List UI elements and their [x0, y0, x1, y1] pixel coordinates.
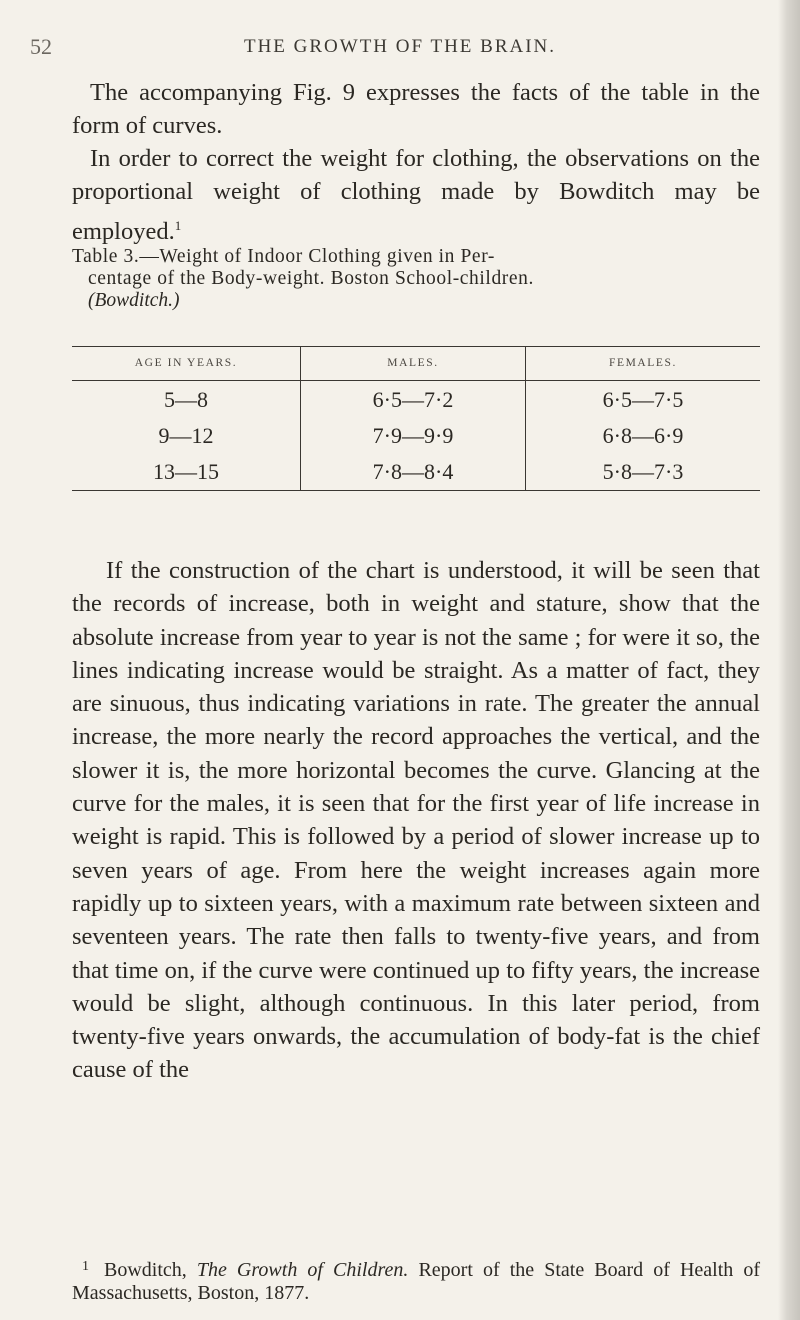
table-caption — [72, 246, 760, 312]
table-row — [72, 418, 760, 454]
footnote-title: The Growth of Children. — [196, 1259, 409, 1281]
cell-age: 5—8 — [164, 387, 208, 412]
cell-age: 13—15 — [72, 454, 301, 491]
footnote-mark: 1 — [82, 1259, 89, 1274]
cell-age: 9—12 — [158, 423, 214, 448]
page-number: 52 — [30, 34, 52, 59]
table-caption-main: Table 3.—Weight of Indoor Clothing given in Per- — [72, 246, 495, 267]
running-head — [30, 34, 770, 64]
paragraph-chart-discussion — [72, 554, 760, 1087]
footnote-rest: Report of the State Board of Health of Massachusetts, Boston, 1877. — [72, 1259, 761, 1304]
cell-females: 5·8—7·3 — [526, 454, 761, 491]
column-header-males: MALES. — [301, 346, 526, 381]
column-header-age: AGE IN YEARS. — [72, 346, 301, 381]
cell-males: 7·9—9·9 — [301, 418, 526, 454]
paragraph-text: If the construction of the chart is understood, it will be seen that the records of increase, both in weight and stature, show that the absolute increase from year to year is not the same ; for were it so, the lines indicating increase would be straight. As a matter of fact, they are sinuous, thus indicating variations in rate. The greater the annual increase, the more nearly the record approaches the vertical, and the slower it is, the more horizontal becomes the curve. Glancing at the curve for the males, it is seen that for the first year of life increase in weight is rapid. This is followed by a period of slower increase up to seven years of age. From here the weight increases again more rapidly up to sixteen years, with a maximum rate between sixteen and seventeen years. The rate then falls to twenty-five years, and from that time on, if the curve were continued up to fifty years, the increase would be slight, although continuous. In this later period, from twenty-five years onwards, the accumulation of body-fat is the chief cause of the — [72, 557, 760, 1084]
footnote-reference: 1 — [174, 217, 182, 233]
running-title: THE GROWTH OF THE BRAIN. — [243, 36, 557, 57]
paragraph-figure-reference — [72, 76, 760, 143]
cell-females: 6·8—6·9 — [526, 418, 761, 454]
table-row — [72, 454, 760, 491]
paragraph-text: The accompanying Fig. 9 expresses the facts of the table in the form of curves. — [72, 79, 760, 140]
table-row — [72, 381, 760, 419]
paragraph-text: In order to correct the weight for clothing, the observations on the proportional weight of clothing made by Bowditch may be employed. — [72, 145, 760, 245]
column-header-females: FEMALES. — [526, 346, 761, 381]
table-caption-sub: centage of the Body-weight. Boston School-children. — [88, 268, 534, 289]
clothing-weight-table — [72, 346, 760, 491]
footnote — [72, 1255, 760, 1305]
table-caption-continued — [72, 268, 760, 312]
footnote-author: Bowditch, — [104, 1259, 187, 1281]
page-edge-shadow — [778, 0, 800, 1320]
cell-males: 6·5—7·2 — [301, 381, 526, 419]
cell-males: 7·8—8·4 — [301, 454, 526, 491]
cell-females: 6·5—7·5 — [526, 381, 761, 419]
table-header-row — [72, 346, 760, 381]
paragraph-clothing-correction — [72, 142, 760, 248]
table-caption-source: (Bowditch.) — [88, 290, 180, 311]
